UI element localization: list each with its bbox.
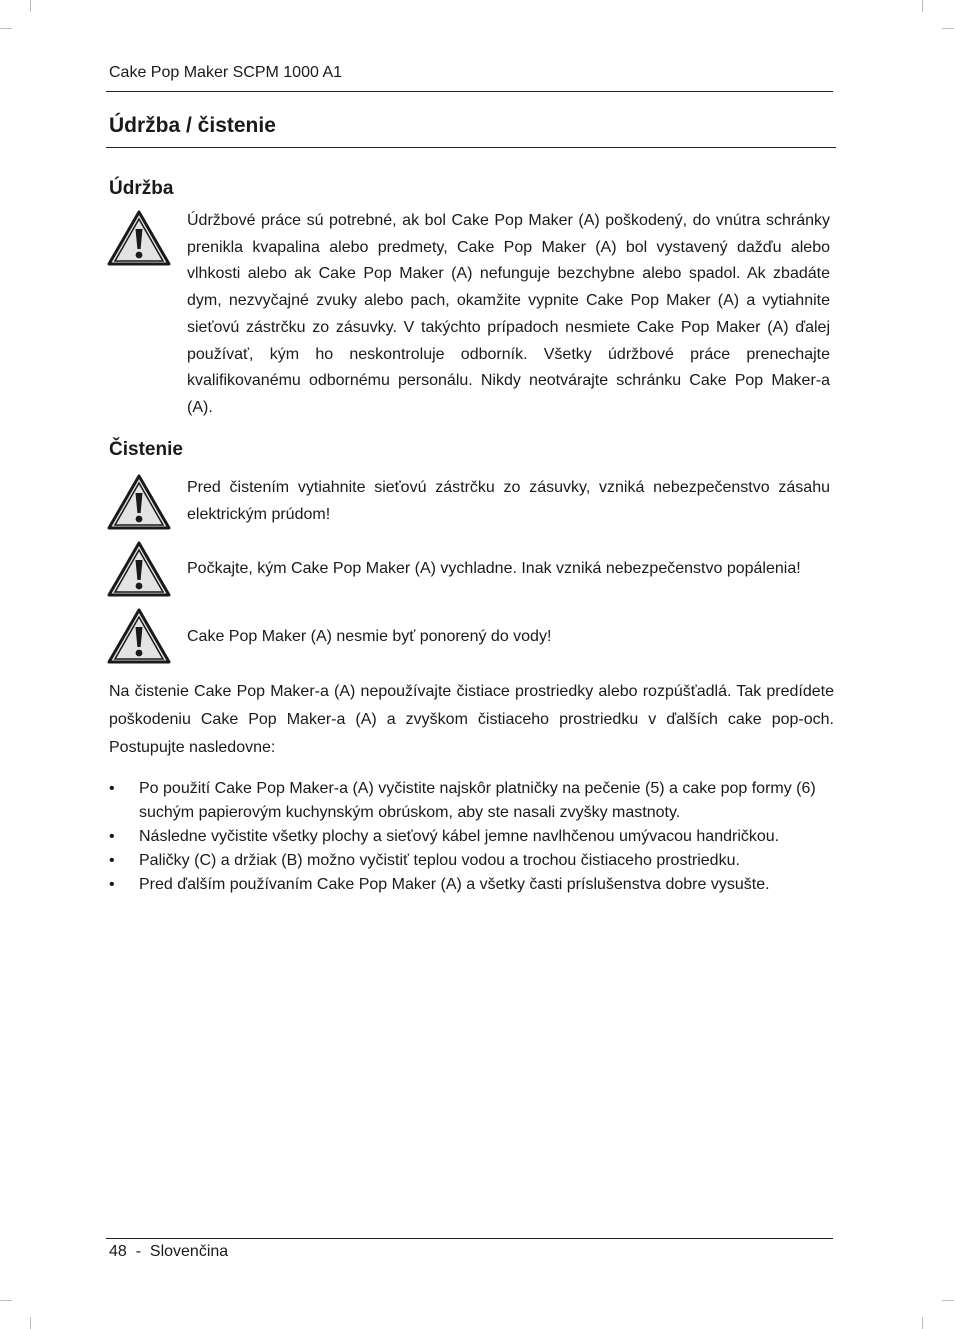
- warning-triangle-icon: [107, 608, 171, 664]
- crop-mark: [30, 1317, 31, 1329]
- cleaning-warning-burn: Počkajte, kým Cake Pop Maker (A) vychladne. Inak vzniká nebezpečenstvo popálenia!: [187, 560, 801, 577]
- running-header: Cake Pop Maker SCPM 1000 A1: [109, 64, 343, 81]
- warning-triangle-icon: [107, 474, 171, 530]
- crop-mark: [922, 1317, 923, 1329]
- warning-triangle-icon: [107, 210, 171, 266]
- bullet-mark: •: [109, 852, 115, 869]
- crop-mark: [0, 1300, 12, 1301]
- footer-separator: -: [135, 1243, 142, 1260]
- footer-language: Slovenčina: [149, 1243, 229, 1260]
- header-rule: [106, 91, 833, 92]
- cleaning-heading: Čistenie: [109, 439, 183, 460]
- crop-mark: [922, 0, 923, 12]
- list-item-text: Paličky (C) a držiak (B) možno vyčistiť teplou vodou a trochou čistiaceho prostriedku.: [139, 852, 740, 869]
- crop-mark: [942, 1300, 954, 1301]
- list-item: [109, 777, 834, 825]
- crop-mark: [30, 0, 31, 12]
- cleaning-warning-electric: Pred čistením vytiahnite sieťovú zástrčku zo zásuvky, vzniká nebezpečenstvo zásahu elektrickým prúdom!: [187, 479, 830, 523]
- list-item-text: Pred ďalším používaním Cake Pop Maker (A) a všetky časti príslušenstva dobre vysušte.: [139, 876, 770, 893]
- section-title: Údržba / čistenie: [109, 114, 276, 137]
- list-item: [109, 825, 834, 849]
- list-item: [109, 849, 834, 873]
- list-item-text: Následne vyčistite všetky plochy a sieťový kábel jemne navlhčenou umývacou handričkou.: [139, 828, 780, 845]
- crop-mark: [0, 28, 12, 29]
- cleaning-warning-water: Cake Pop Maker (A) nesmie byť ponorený do vody!: [187, 628, 552, 645]
- cleaning-intro: Na čistenie Cake Pop Maker-a (A) nepoužívajte čistiace prostriedky alebo rozpúšťadlá. Tak predídete poškodeniu Cake Pop Maker-a (A) a zvyškom čistiaceho prostriedku v ďalších cake pop-och. Postupujte nasledovne:: [109, 683, 834, 756]
- maintenance-heading: Údržba: [109, 178, 174, 199]
- bullet-mark: •: [109, 876, 115, 893]
- warning-triangle-icon: [107, 541, 171, 597]
- page-footer: [109, 1243, 228, 1261]
- cleaning-steps-list: [109, 777, 834, 897]
- bullet-mark: •: [109, 828, 115, 845]
- footer-rule: [106, 1238, 833, 1239]
- crop-mark: [942, 28, 954, 29]
- maintenance-text: Údržbové práce sú potrebné, ak bol Cake Pop Maker (A) poškodený, do vnútra schránky prenikla kvapalina alebo predmety, Cake Pop Maker (A) bol vystavený dažďu alebo vlhkosti alebo ak Cake Pop Maker (A) nefunguje bezchybne alebo spadol. Ak zbadáte dym, nezvyčajné zvuky alebo pach, okamžite vypnite Cake Pop Maker (A) a vytiahnite sieťovú zástrčku zo zásuvky. V takýchto prípadoch nesmiete Cake Pop Maker (A) ďalej používať, kým ho neskontroluje odborník. Všetky údržbové práce prenechajte kvalifikovanému odbornému personálu. Nikdy neotvárajte schránku Cake Pop Maker-a (A).: [187, 212, 830, 416]
- list-item: [109, 873, 834, 897]
- list-item-text: Po použití Cake Pop Maker-a (A) vyčistite najskôr platničky na pečenie (5) a cake pop formy (6) suchým papierovým kuchynským obrúskom, aby ste nasali zvyšky mastnoty.: [139, 780, 816, 821]
- bullet-mark: •: [109, 780, 115, 797]
- page-number: 48: [109, 1243, 127, 1260]
- title-rule: [106, 147, 836, 148]
